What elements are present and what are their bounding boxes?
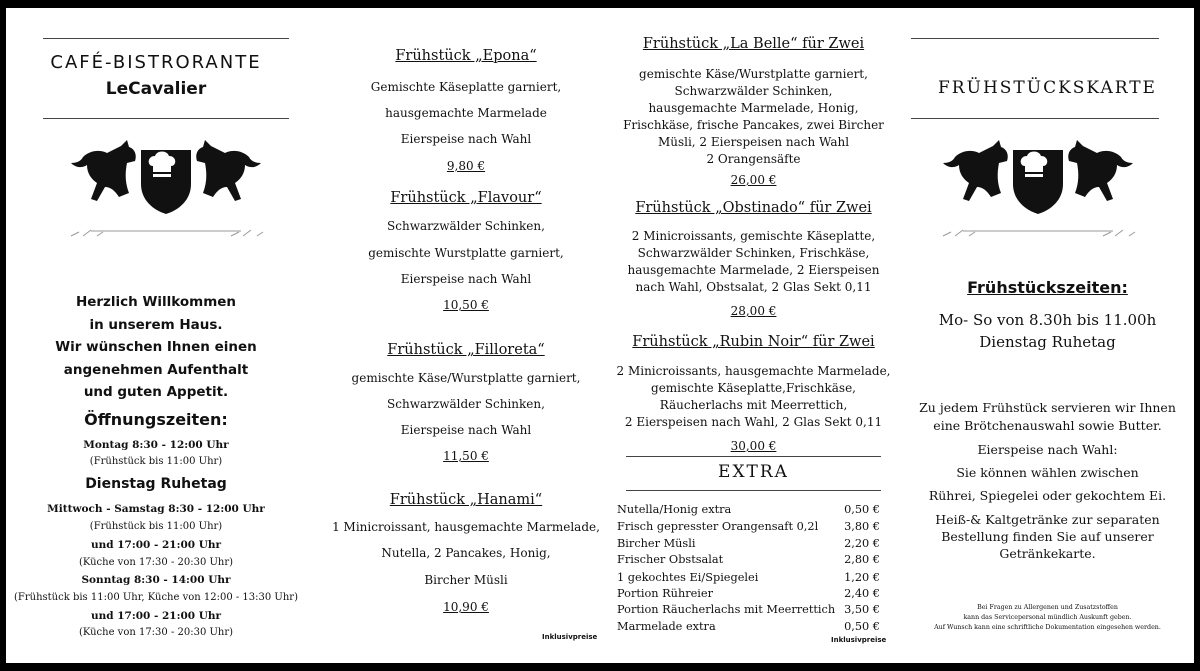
welcome-text	[6, 291, 306, 404]
opening-line: (Frühstück bis 11:00 Uhr, Küche von 12:00 - 13:30 Uhr)	[14, 592, 298, 603]
opening-line: (Frühstück bis 11:00 Uhr)	[89, 456, 223, 467]
panel-welcome	[6, 8, 306, 663]
horses-chef-crest-icon	[61, 136, 271, 246]
menu-item-price: 28,00 €	[730, 304, 777, 318]
menu-item-desc: 1 Minicroissant, hausgemachte Marmelade,	[332, 520, 600, 534]
opening-line: (Frühstück bis 11:00 Uhr)	[89, 521, 223, 532]
panel-menu-left	[316, 8, 616, 663]
extra-title: EXTRA	[718, 462, 789, 482]
menu-item-title: Frühstück „La Belle“ für Zwei	[642, 36, 865, 52]
opening-line: Mittwoch - Samstag 8:30 - 12:00 Uhr	[47, 503, 265, 515]
opening-line: (Küche von 17:30 - 20:30 Uhr)	[78, 627, 234, 638]
menu-item-title: Frühstück „Hanami“	[389, 492, 543, 508]
menu-item-desc: Eierspeise nach Wahl	[400, 272, 532, 286]
menu-item-price: 9,80 €	[446, 159, 486, 173]
divider	[911, 38, 1159, 39]
welcome-line: Herzlich Willkommen	[75, 294, 237, 310]
inklusiv-note: Inklusivpreise	[542, 633, 598, 641]
menu-item-desc: gemischte Käse/Wurstplatte garniert,	[351, 371, 581, 385]
opening-line: Montag 8:30 - 12:00 Uhr	[83, 439, 229, 451]
menu-item-title: Frühstück „Obstinado“ für Zwei	[635, 200, 872, 216]
menu-item-desc: 2 Minicroissants, gemischte Käseplatte, Schwarzwälder Schinken, Frischkäse, hausgemachte Marmelade, 2 Eierspeisen nach Wahl, Obstsalat, 2 Glas Sekt 0,11	[627, 229, 880, 294]
inklusiv-note: Inklusivpreise	[831, 636, 887, 644]
menu-item-desc: Bircher Müsli	[424, 573, 508, 587]
menu-sheet	[6, 8, 1194, 663]
welcome-line: Wir wünschen Ihnen einen	[55, 339, 257, 355]
breakfast-times-line: Mo- So von 8.30h bis 11.00h	[938, 311, 1157, 329]
panel-info	[901, 8, 1194, 663]
divider	[626, 456, 881, 457]
menu-item-desc: hausgemachte Marmelade	[385, 106, 547, 120]
opening-line: (Küche von 17:30 - 20:30 Uhr)	[78, 557, 234, 568]
divider	[911, 118, 1159, 119]
brand-line2: LeCavalier	[105, 79, 207, 99]
menu-item-title: Frühstück „Epona“	[395, 48, 537, 64]
menu-item-desc: Schwarzwälder Schinken,	[387, 219, 545, 233]
welcome-line: in unserem Haus.	[89, 316, 223, 333]
menu-item-price: 11,50 €	[443, 449, 489, 463]
menu-item-desc: Eierspeise nach Wahl	[400, 423, 532, 437]
info-line: Getränkekarte.	[999, 546, 1096, 561]
menu-item-desc: gemischte Käse/Wurstplatte garniert, Schwarzwälder Schinken, hausgemachte Marmelade, Honig, Frischkäse, frische Pancakes, zwei Bircher Müsli, 2 Eierspeisen nach Wahl 2 Orangensäfte	[623, 67, 884, 166]
menu-item-desc: Eierspeise nach Wahl	[400, 132, 532, 146]
divider	[43, 38, 289, 39]
horses-chef-crest-icon	[933, 136, 1143, 246]
info-line: Heiß-& Kaltgetränke zur separaten	[935, 512, 1160, 527]
menu-item-desc: gemischte Wurstplatte garniert,	[368, 246, 564, 260]
opening-line: und 17:00 - 21:00 Uhr	[90, 539, 222, 551]
info-line: Bestellung finden Sie auf unserer	[941, 529, 1154, 544]
menu-item-price: 30,00 €	[730, 439, 777, 453]
allergen-note: Bei Fragen zu Allergenen und Zusatzstoffen kann das Servicepersonal mündlich Auskunft geben. Auf Wunsch kann eine schriftliche Dokumentation eingesehen werden.	[934, 604, 1161, 631]
panel-menu-right: Frühstück „La Belle“ für Zwei gemischte Käse/Wurstplatte garniert, Schwarzwälder Schinken, hausgemachte Marmelade, Honig, Frischkäse, frische Pancakes, zwei Bircher Müsli, 2 Eierspeisen nach Wahl 2 Orangensäfte 26,00 € Frühstück „Obstinado“ für Zwei 2 Minicroissants, gemischte Käseplatte, Schwarzwälder Schinken, Frischkäse, hausgemachte Marmelade, 2 Eierspeisen nach Wahl, Obstsalat, 2 Glas Sekt 0,11 28,00 € Frühstück „Rubin Noir“ für Zwei 2 Minicroissants, hausgemachte Marmelade, gemischte Käseplatte,Frischkäse, Räucherlachs mit Meerrettich, 2 Eierspeisen nach Wahl, 2 Glas Sekt 0,11 30,00 € EXTRA Nutella/Honig extra 0,50 € Frisch gepresster Orangensaft 0,2l 3,80 € Bircher Müsli 2,20 € Frischer Obstsalat 2,80 € 1 gekochtes Ei/Spiegelei 1,20 € Portion Rühreier 2,40 € Portion Räucherlachs mit Meerrettich 3,50 € Marmelade extra 0,50 € Inklusivpreise	[611, 8, 896, 663]
menu-title: FRÜHSTÜCKSKARTE	[938, 78, 1157, 98]
info-line: Sie können wählen zwischen	[956, 465, 1139, 480]
menu-item-desc: Schwarzwälder Schinken,	[387, 397, 545, 411]
opening-line: und 17:00 - 21:00 Uhr	[90, 610, 222, 622]
menu-item-price: 10,90 €	[443, 600, 489, 614]
welcome-line: und guten Appetit.	[83, 384, 229, 400]
brand-line1: CAFÉ-BISTRORANTE	[50, 52, 262, 73]
menu-item-title: Frühstück „Rubin Noir“ für Zwei	[632, 334, 875, 350]
info-line: Zu jedem Frühstück servieren wir Ihnen	[919, 400, 1176, 415]
breakfast-times-line: Dienstag Ruhetag	[979, 333, 1116, 351]
info-line: Eierspeise nach Wahl:	[977, 442, 1118, 457]
menu-item-title: Frühstück „Filloreta“	[387, 342, 545, 358]
breakfast-times-title: Frühstückszeiten:	[967, 278, 1128, 297]
menu-item-desc: Nutella, 2 Pancakes, Honig,	[381, 546, 551, 560]
opening-line: Dienstag Ruhetag	[85, 476, 227, 492]
opening-title: Öffnungszeiten:	[84, 410, 228, 429]
info-line: Rührei, Spiegelei oder gekochtem Ei.	[928, 488, 1167, 503]
divider	[626, 490, 881, 491]
menu-item-desc: Gemischte Käseplatte garniert,	[370, 80, 562, 94]
welcome-line: angenehmen Aufenthalt	[63, 361, 249, 378]
menu-item-price: 10,50 €	[443, 298, 489, 312]
opening-line: Sonntag 8:30 - 14:00 Uhr	[81, 574, 231, 586]
menu-item-price: 26,00 €	[730, 173, 777, 187]
menu-item-desc: 2 Minicroissants, hausgemachte Marmelade, gemischte Käseplatte,Frischkäse, Räucherlachs mit Meerrettich, 2 Eierspeisen nach Wahl, 2 Glas Sekt 0,11	[616, 364, 891, 429]
divider	[43, 118, 289, 119]
info-line: eine Brötchenauswahl sowie Butter.	[933, 418, 1162, 433]
menu-item-title: Frühstück „Flavour“	[390, 190, 542, 206]
